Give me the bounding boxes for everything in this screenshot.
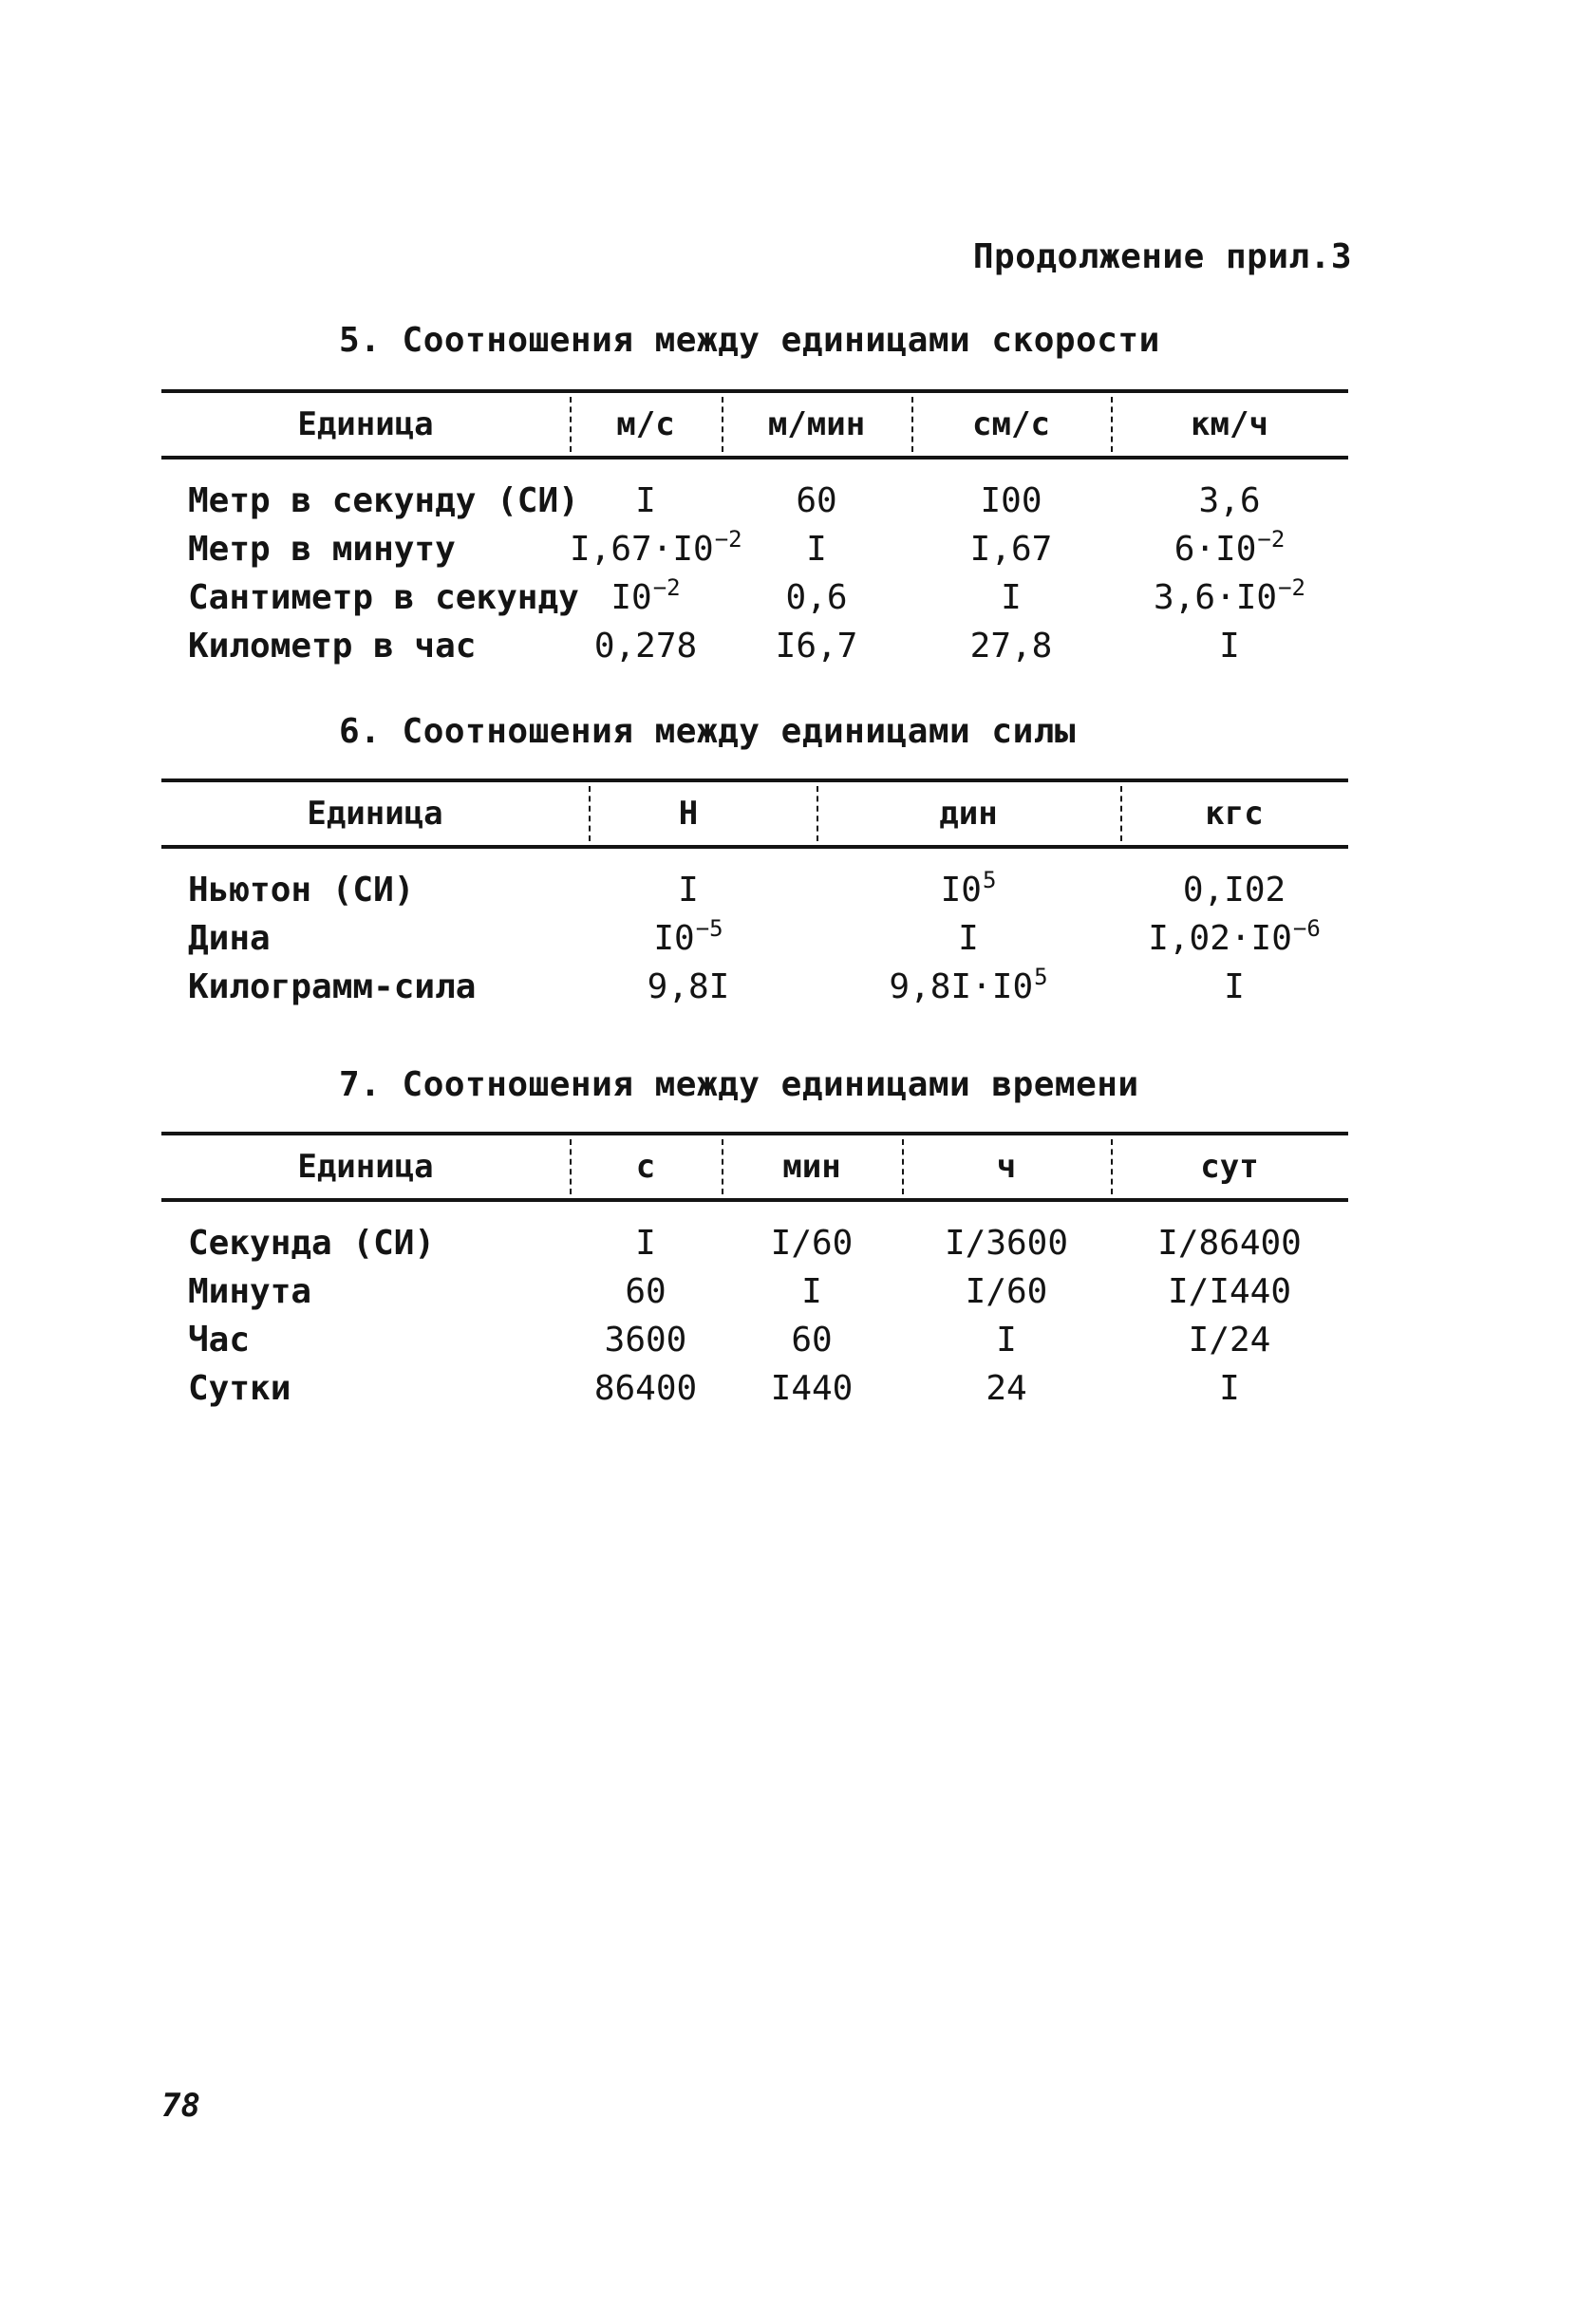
- value-mantissa: I: [958, 919, 979, 958]
- table-title-force: 6. Соотношения между единицами силы: [339, 712, 1077, 751]
- conversion-value: [817, 963, 1120, 1011]
- conversion-value: [1111, 1267, 1348, 1316]
- column-divider: [902, 1139, 904, 1194]
- column-header: ч: [996, 1148, 1017, 1186]
- conversion-value: [722, 1316, 902, 1364]
- value-mantissa: 9,8I: [647, 967, 730, 1006]
- table-row: [161, 866, 1348, 914]
- conversion-value: [1111, 477, 1348, 525]
- conversion-value: [589, 866, 788, 914]
- table-force: [161, 778, 1348, 1011]
- conversion-value: [722, 477, 911, 525]
- page-header: Продолжение прил.3: [972, 237, 1352, 276]
- value-mantissa: I0: [610, 578, 652, 617]
- value-exponent: −6: [1292, 915, 1321, 942]
- value-mantissa: I: [1224, 967, 1245, 1006]
- unit-name: Сутки: [188, 1369, 291, 1408]
- value-mantissa: 9,8I·I0: [889, 967, 1034, 1006]
- value-mantissa: I,67·I0: [570, 530, 714, 569]
- unit-name: Сантиметр в секунду: [188, 578, 579, 617]
- conversion-value: [1111, 1316, 1348, 1364]
- conversion-value: [911, 622, 1111, 670]
- conversion-value: [1111, 525, 1348, 573]
- table-row: [161, 622, 1348, 670]
- column-divider: [722, 1139, 723, 1194]
- column-divider: [570, 397, 572, 452]
- conversion-value: [911, 477, 1111, 525]
- value-mantissa: I: [1001, 578, 1022, 617]
- table-row: [161, 963, 1348, 1011]
- column-divider: [1111, 397, 1113, 452]
- column-header: Единица: [307, 795, 443, 833]
- value-mantissa: 27,8: [969, 627, 1053, 666]
- conversion-value: [570, 622, 722, 670]
- unit-name: Километр в час: [188, 627, 477, 666]
- value-mantissa: I: [1219, 627, 1240, 666]
- unit-name: Дина: [188, 919, 271, 958]
- value-mantissa: 86400: [593, 1369, 698, 1408]
- column-header: Н: [678, 795, 699, 833]
- conversion-value: [902, 1267, 1111, 1316]
- conversion-value: [911, 573, 1111, 622]
- conversion-value: [1111, 1219, 1348, 1267]
- column-divider: [817, 786, 818, 841]
- conversion-value: [1120, 963, 1348, 1011]
- value-mantissa: I,02·I0: [1148, 919, 1292, 958]
- value-mantissa: I0: [653, 919, 695, 958]
- conversion-value: [911, 525, 1111, 573]
- conversion-value: [817, 866, 1120, 914]
- conversion-value: [722, 525, 911, 573]
- table-header-row: [161, 389, 1348, 460]
- conversion-value: [570, 1219, 722, 1267]
- unit-name: Секунда (СИ): [188, 1224, 436, 1263]
- column-header: мин: [782, 1148, 841, 1186]
- value-mantissa: I: [635, 1224, 656, 1263]
- column-header: м/с: [616, 405, 675, 443]
- conversion-value: [722, 1219, 902, 1267]
- value-mantissa: I/60: [770, 1224, 854, 1263]
- conversion-value: [1120, 914, 1348, 963]
- conversion-value: [722, 573, 911, 622]
- table-row: [161, 1316, 1348, 1364]
- value-mantissa: 3,6: [1198, 481, 1261, 520]
- conversion-value: [902, 1316, 1111, 1364]
- value-mantissa: I6,7: [775, 627, 858, 666]
- value-mantissa: I: [996, 1321, 1017, 1360]
- value-mantissa: 60: [625, 1272, 667, 1311]
- conversion-value: [1111, 573, 1348, 622]
- column-header: кгс: [1205, 795, 1264, 833]
- table-speed: [161, 389, 1348, 670]
- column-header: см/с: [972, 405, 1050, 443]
- unit-name: Минута: [188, 1272, 312, 1311]
- conversion-value: [722, 1364, 902, 1413]
- table-row: [161, 1219, 1348, 1267]
- table-header-row: [161, 778, 1348, 849]
- value-mantissa: I00: [980, 481, 1042, 520]
- table-row: [161, 1364, 1348, 1413]
- value-mantissa: 0,I02: [1182, 871, 1286, 910]
- conversion-value: [1111, 622, 1348, 670]
- unit-name: Килограмм-сила: [188, 967, 477, 1006]
- column-divider: [1120, 786, 1122, 841]
- value-mantissa: I/3600: [944, 1224, 1069, 1263]
- table-row: [161, 1267, 1348, 1316]
- column-header: м/мин: [767, 405, 866, 443]
- column-header: Единица: [297, 1148, 434, 1186]
- column-header: км/ч: [1191, 405, 1268, 443]
- conversion-value: [589, 914, 788, 963]
- value-mantissa: 3600: [604, 1321, 687, 1360]
- conversion-value: [817, 914, 1120, 963]
- conversion-value: [570, 1316, 722, 1364]
- table-time: [161, 1132, 1348, 1413]
- value-exponent: −2: [652, 574, 681, 601]
- value-mantissa: 3,6·I0: [1154, 578, 1278, 617]
- value-mantissa: I0: [940, 871, 982, 910]
- column-header: дин: [939, 795, 998, 833]
- value-mantissa: I: [806, 530, 827, 569]
- column-divider: [589, 786, 591, 841]
- conversion-value: [1111, 1364, 1348, 1413]
- value-mantissa: 60: [791, 1321, 833, 1360]
- column-divider: [722, 397, 723, 452]
- column-header: сут: [1200, 1148, 1259, 1186]
- unit-name: Ньютон (СИ): [188, 871, 415, 910]
- value-mantissa: I440: [770, 1369, 854, 1408]
- conversion-value: [570, 1267, 722, 1316]
- conversion-value: [570, 573, 722, 622]
- table-title-speed: 5. Соотношения между единицами скорости: [339, 321, 1160, 360]
- value-mantissa: 6·I0: [1174, 530, 1257, 569]
- value-mantissa: 0,278: [593, 627, 698, 666]
- unit-name: Метр в секунду (СИ): [188, 481, 579, 520]
- conversion-value: [570, 525, 742, 573]
- value-mantissa: I: [801, 1272, 822, 1311]
- value-exponent: 5: [1034, 964, 1048, 990]
- value-exponent: −2: [1278, 574, 1305, 601]
- value-mantissa: I,67: [969, 530, 1053, 569]
- value-mantissa: 24: [986, 1369, 1027, 1408]
- conversion-value: [570, 477, 722, 525]
- conversion-value: [570, 1364, 722, 1413]
- table-row: [161, 477, 1348, 525]
- column-divider: [1111, 1139, 1113, 1194]
- value-mantissa: I/I440: [1167, 1272, 1292, 1311]
- column-divider: [911, 397, 913, 452]
- value-mantissa: I/60: [965, 1272, 1048, 1311]
- value-mantissa: I/86400: [1157, 1224, 1302, 1263]
- table-row: [161, 573, 1348, 622]
- unit-name: Час: [188, 1321, 251, 1360]
- conversion-value: [1120, 866, 1348, 914]
- value-exponent: −2: [1257, 526, 1286, 553]
- value-exponent: −2: [714, 526, 742, 553]
- value-mantissa: I: [635, 481, 656, 520]
- conversion-value: [902, 1364, 1111, 1413]
- conversion-value: [589, 963, 788, 1011]
- conversion-value: [722, 622, 911, 670]
- value-mantissa: I/24: [1188, 1321, 1271, 1360]
- column-header: с: [635, 1148, 656, 1186]
- table-header-row: [161, 1132, 1348, 1202]
- conversion-value: [902, 1219, 1111, 1267]
- value-mantissa: 60: [796, 481, 837, 520]
- table-title-time: 7. Соотношения между единицами времени: [339, 1065, 1139, 1104]
- conversion-value: [722, 1267, 902, 1316]
- value-exponent: 5: [982, 867, 997, 893]
- page-number: 78: [161, 2087, 200, 2125]
- column-divider: [570, 1139, 572, 1194]
- column-header: Единица: [297, 405, 434, 443]
- value-exponent: −5: [695, 915, 723, 942]
- value-mantissa: I: [1219, 1369, 1240, 1408]
- table-row: [161, 914, 1348, 963]
- table-row: [161, 525, 1348, 573]
- value-mantissa: I: [678, 871, 699, 910]
- value-mantissa: 0,6: [785, 578, 848, 617]
- unit-name: Метр в минуту: [188, 530, 456, 569]
